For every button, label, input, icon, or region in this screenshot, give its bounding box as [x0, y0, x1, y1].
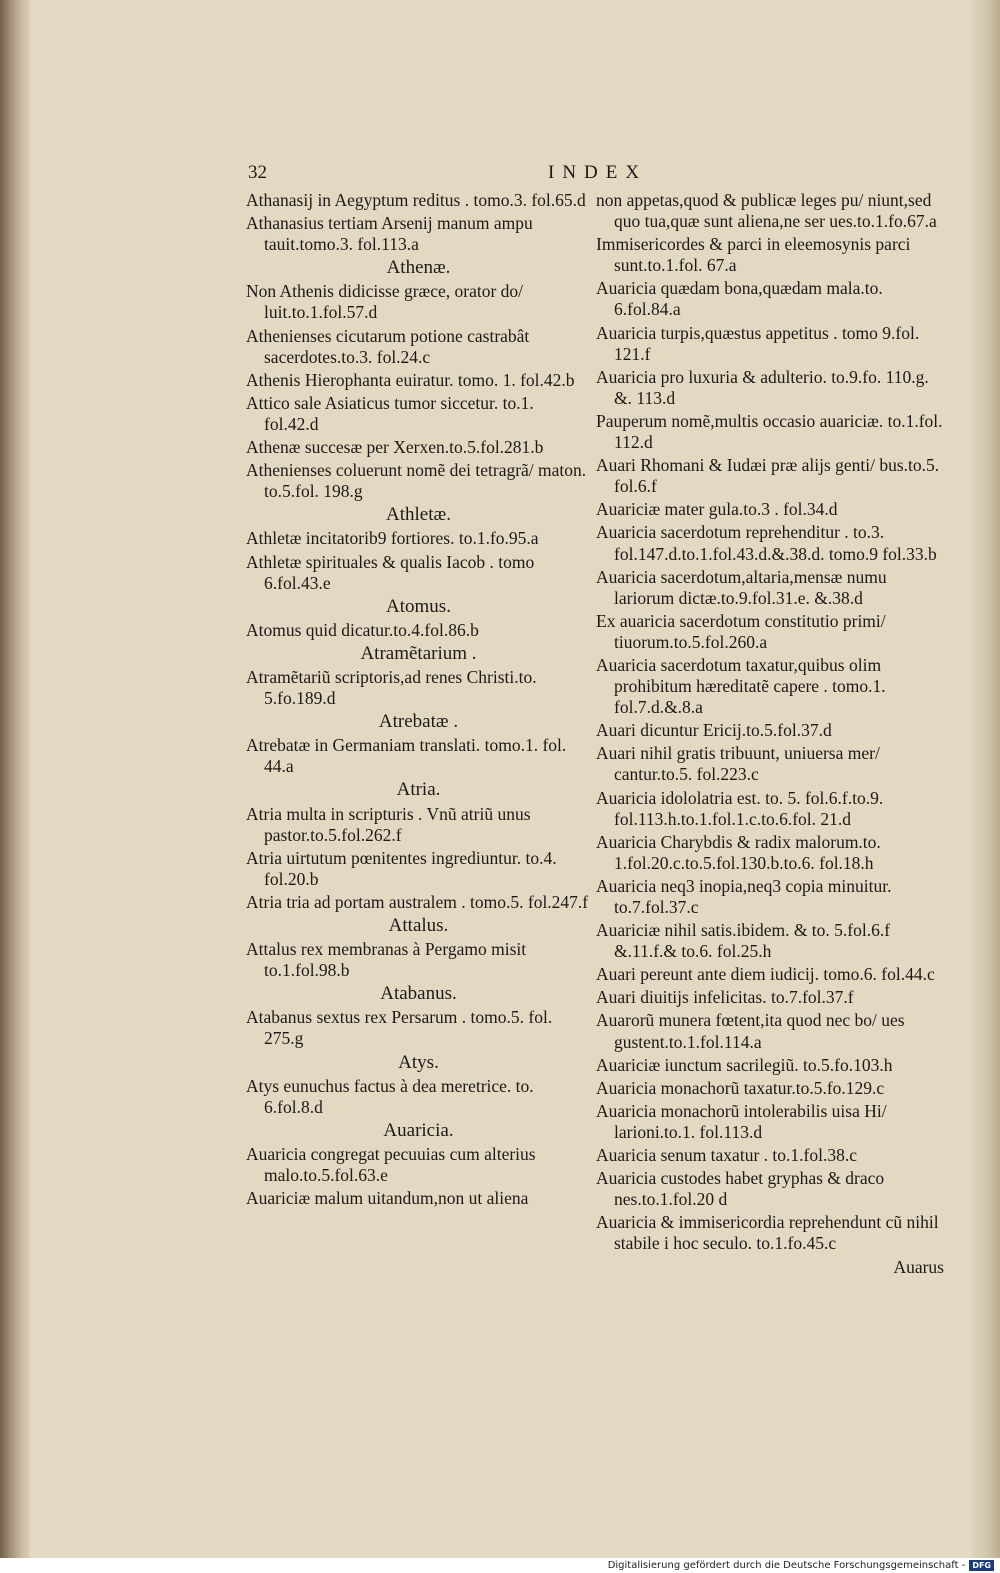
index-entry: Auaricia monachorũ taxatur.to.5.fo.129.c: [596, 1077, 885, 1098]
index-entry: Auaricia turpis,quæstus appetitus . tomo 9.fol. 121.f: [596, 322, 920, 364]
index-entry: Atys eunuchus factus à dea meretrice. to. 6.fol.8.d: [246, 1075, 534, 1117]
index-entry: Auaricia congregat pecuuias cum alterius malo.to.5.fol.63.e: [246, 1143, 536, 1186]
index-entry: Atramẽtariũ scriptoris,ad renes Christi.to. 5.fo.189.d: [246, 666, 537, 709]
index-entry: Auari diuitijs infelicitas. to.7.fol.37.f: [596, 987, 854, 1008]
index-heading: Attalus.: [388, 915, 449, 936]
index-entry: Auaricia custodes habet gryphas & draco nes.to.1.fol.20 d: [596, 1168, 885, 1210]
page-edge: [972, 0, 1000, 1558]
index-entry: Auariciæ iunctum sacrilegiũ. to.5.fo.103.h: [596, 1054, 893, 1075]
index-entry: Auaricia & immisericordia reprehendunt cũ nihil stabile i hoc seculo. to.1.fo.45.c: [596, 1212, 939, 1254]
index-entry: Auaricia quædam bona,quædam mala.to. 6.fol.84.a: [596, 278, 883, 320]
index-entry: Athenienses coluerunt nomẽ dei tetragrã/ maton. to.5.fol. 198.g: [246, 460, 587, 502]
book-binding: [0, 0, 30, 1558]
index-entry: Auaricia senum taxatur . to.1.fol.38.c: [596, 1145, 857, 1166]
index-entry: Athenienses cicutarum potione castrabât sacerdotes.to.3. fol.24.c: [246, 325, 530, 367]
page-number: 32: [248, 162, 267, 183]
index-entry: Auari nihil gratis tribuunt, uniuersa mer/ cantur.to.5. fol.223.c: [596, 743, 880, 785]
index-entry: Auariciæ mater gula.to.3 . fol.34.d: [596, 499, 838, 520]
footer-credit: Digitalisierung gefördert durch die Deutsche Forschungsgemeinschaft -: [607, 1560, 966, 1571]
index-entry: Atrebatæ in Germaniam translati. tomo.1. fol. 44.a: [246, 735, 567, 777]
index-entry: Non Athenis didicisse græce, orator do/ luit.to.1.fol.57.d: [246, 281, 524, 323]
index-heading: Athenæ.: [386, 257, 451, 279]
index-entry: Auari Rhomani & Iudæi præ alijs genti/ bus.to.5. fol.6.f: [596, 455, 940, 497]
index-entry: Atabanus sextus rex Persarum . tomo.5. fol. 275.g: [246, 1007, 553, 1049]
index-entry: Atria tria ad portam australem . tomo.5. fol.247.f: [246, 891, 589, 912]
index-heading: Auaricia.: [383, 1119, 454, 1141]
running-title: INDEX: [548, 162, 648, 183]
index-heading: Atabanus.: [380, 983, 457, 1005]
index-entry: Athletæ incitatorib9 fortiores. to.1.fo.95.a: [246, 528, 539, 549]
index-entry: non appetas,quod & publicæ leges pu/ niunt,sed quo tua,quæ sunt aliena,ne ser ues.to.1.fo.67.a: [596, 190, 937, 232]
right-column: [596, 190, 944, 1278]
dfg-logo-icon: DFG: [969, 1560, 994, 1571]
index-heading: Atramẽtarium .: [360, 642, 477, 664]
index-entry: Auaricia sacerdotum reprehenditur . to.3. fol.147.d.to.1.fol.43.d.&.38.d. tomo.9 fol.33.b: [596, 522, 937, 564]
index-entry: Attalus rex membranas à Pergamo misit to.1.fol.98.b: [246, 939, 527, 981]
index-entry: Athanasij in Aegyptum reditus . tomo.3. fol.65.d: [246, 190, 586, 210]
index-entry: Atomus quid dicatur.to.4.fol.86.b: [246, 619, 479, 640]
index-entry: Auari dicuntur Ericij.to.5.fol.37.d: [596, 720, 832, 741]
index-entry: Auariciæ malum uitandum,non ut aliena: [246, 1188, 529, 1209]
index-entry: Auaricia idololatria est. to. 5. fol.6.f.to.9. fol.113.h.to.1.fol.1.c.to.6.fol. 21.d: [596, 787, 884, 829]
index-entry: Athletæ spirituales & qualis Iacob . tomo 6.fol.43.e: [246, 551, 535, 593]
index-heading: Athletæ.: [386, 504, 451, 526]
index-entry: Attico sale Asiaticus tumor siccetur. to.1. fol.42.d: [246, 392, 534, 434]
footer: [608, 1558, 994, 1573]
index-entry: Atria uirtutum pœnitentes ingrediuntur. to.4. fol.20.b: [246, 847, 557, 889]
index-entry: Athenæ succesæ per Xerxen.to.5.fol.281.b: [246, 437, 544, 458]
index-entry: Auarorũ munera fœtent,ita quod nec bo/ ues gustent.to.1.fol.114.a: [596, 1010, 905, 1052]
index-entry: Ex auaricia sacerdotum constitutio primi/ tiuorum.to.5.fol.260.a: [596, 610, 886, 652]
index-entry: Athanasius tertiam Arsenij manum ampu tauit.tomo.3. fol.113.a: [246, 213, 533, 255]
index-entry: Auaricia neq3 inopia,neq3 copia minuitur. to.7.fol.37.c: [596, 875, 892, 917]
index-entry: Auaricia sacerdotum,altaria,mensæ numu lariorum dictæ.to.9.fol.31.e. &.38.d: [596, 566, 887, 608]
index-entry: Auaricia Charybdis & radix malorum.to. 1.fol.20.c.to.5.fol.130.b.to.6. fol.18.h: [596, 831, 881, 873]
index-entry: Auaricia monachorũ intolerabilis uisa Hi/ larioni.to.1. fol.113.d: [596, 1100, 887, 1142]
index-heading: Atomus.: [386, 595, 451, 617]
index-entry: Atria multa in scripturis . Vnũ atriũ unus pastor.to.5.fol.262.f: [246, 803, 531, 845]
index-entry: Auaricia pro luxuria & adulterio. to.9.fo. 110.g. &. 113.d: [596, 366, 929, 408]
index-heading: Atys.: [398, 1051, 439, 1073]
index-heading: Atria.: [396, 779, 441, 801]
index-entry: Auaricia sacerdotum taxatur,quibus olim prohibitum hæreditatẽ capere . tomo.1. fol.7.d.&.8.a: [596, 654, 886, 718]
index-entry: Auari pereunt ante diem iudicij. tomo.6. fol.44.c: [596, 964, 935, 985]
index-entry: Athenis Hierophanta euiratur. tomo. 1. fol.42.b: [246, 369, 575, 390]
index-entry: Pauperum nomẽ,multis occasio auariciæ. to.1.fol. 112.d: [596, 410, 943, 453]
catchword: Auarus: [893, 1256, 944, 1277]
left-column: [246, 190, 591, 1211]
index-heading: Atrebatæ .: [378, 711, 459, 733]
index-entry: Immisericordes & parci in eleemosynis parci sunt.to.1.fol. 67.a: [596, 234, 911, 276]
index-entry: Auariciæ nihil satis.ibidem. & to. 5.fol.6.f &.11.f.& to.6. fol.25.h: [596, 920, 891, 962]
page-header: [248, 162, 948, 186]
